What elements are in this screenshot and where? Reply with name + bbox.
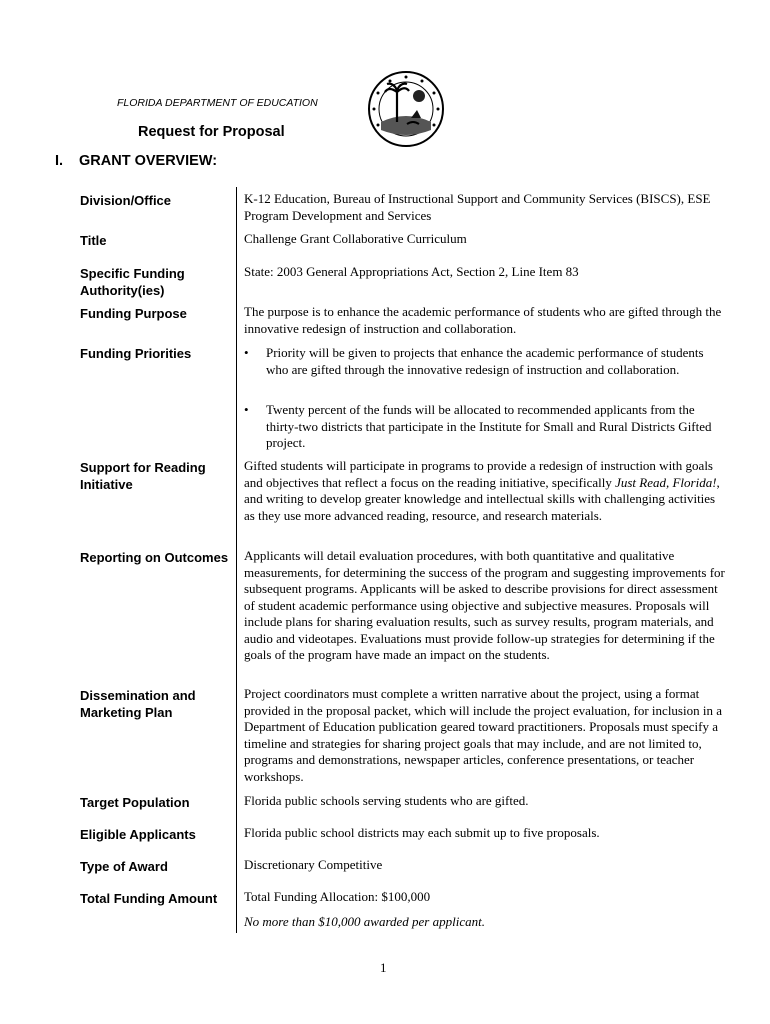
column-divider (236, 187, 237, 933)
document-title: Request for Proposal (138, 124, 285, 140)
value-award: Discretionary Competitive (244, 857, 383, 872)
label-award: Type of Award (80, 859, 168, 874)
value-dissemination: Project coordinators must complete a written narrative about the project, using a format provided in the proposal packet, which will include the project evaluation, for inclusion in a Department of Education publication geared toward practitioners. Proposals must specify a timeline and strategies for sharing project goals that may include, and are not limited to, programs and demonstrations, newspaper articles, conference presentations, or teacher workshops. (244, 686, 722, 784)
bullet-icon: • (244, 345, 249, 360)
state-seal-icon (367, 70, 445, 148)
priority-item: Twenty percent of the funds will be allocated to recommended applicants from the thirty-two districts that participate in the Institute for Small and Rural Districts Gifted project. (266, 402, 712, 450)
label-reporting: Reporting on Outcomes (80, 550, 229, 565)
department-name: FLORIDA DEPARTMENT OF EDUCATION (117, 97, 318, 109)
value-reading: Gifted students will participate in programs to provide a redesign of instruction with goals and objectives that reflect a focus on the reading initiative, specifically Just Read, Florida!, and writing to develop greater knowledge and intellectual skills with challenging activities as they use more advanced reading, resource, and research materials. (244, 458, 720, 523)
reading-initiative-name: Just Read, Florida! (615, 474, 717, 490)
value-funding: Total Funding Allocation: $100,000 (244, 889, 431, 904)
label-purpose: Funding Purpose (80, 306, 187, 321)
label-dissemination: Dissemination and Marketing Plan (80, 688, 196, 720)
value-reporting: Applicants will detail evaluation procedures, with both quantitative and qualitative measurements, for determining the success of the program and suggesting improvements for subsequent programs. Applicants will be asked to describe provisions for direct assessment of student academic performance using objective and subjective measures. Proposals will include plans for sharing evaluation results, such as survey results, program materials, and audio and videotapes. Evaluations must provide follow-up strategies for determining if the goals of the program have made an impact on the students. (244, 548, 725, 662)
value-authority: State: 2003 General Appropriations Act, Section 2, Line Item 83 (244, 264, 579, 279)
value-division: K-12 Education, Bureau of Instructional Support and Community Services (BISCS), ESE Program Development and Services (244, 191, 711, 223)
value-population: Florida public schools serving students who are gifted. (244, 793, 529, 808)
label-population: Target Population (80, 795, 190, 810)
value-purpose: The purpose is to enhance the academic performance of students who are gifted through the innovative redesign of instruction and collaboration. (244, 304, 722, 336)
funding-note: No more than $10,000 awarded per applicant. (244, 914, 485, 929)
label-funding: Total Funding Amount (80, 891, 218, 906)
label-reading: Support for Reading Initiative (80, 460, 206, 492)
label-authority: Specific Funding Authority(ies) (80, 266, 185, 298)
section-number: I. (55, 153, 64, 169)
section-title: GRANT OVERVIEW: (79, 153, 218, 169)
bullet-icon: • (244, 402, 249, 417)
label-title: Title (80, 233, 107, 248)
label-division: Division/Office (80, 193, 172, 208)
value-title: Challenge Grant Collaborative Curriculum (244, 231, 467, 246)
label-eligible: Eligible Applicants (80, 827, 196, 842)
page-number: 1 (380, 960, 387, 975)
value-eligible: Florida public school districts may each submit up to five proposals. (244, 825, 600, 840)
label-priorities: Funding Priorities (80, 346, 192, 361)
priority-item: Priority will be given to projects that enhance the academic performance of students who are gifted through the innovative redesign of instruction and collaboration. (266, 345, 704, 377)
section-heading (55, 153, 217, 169)
